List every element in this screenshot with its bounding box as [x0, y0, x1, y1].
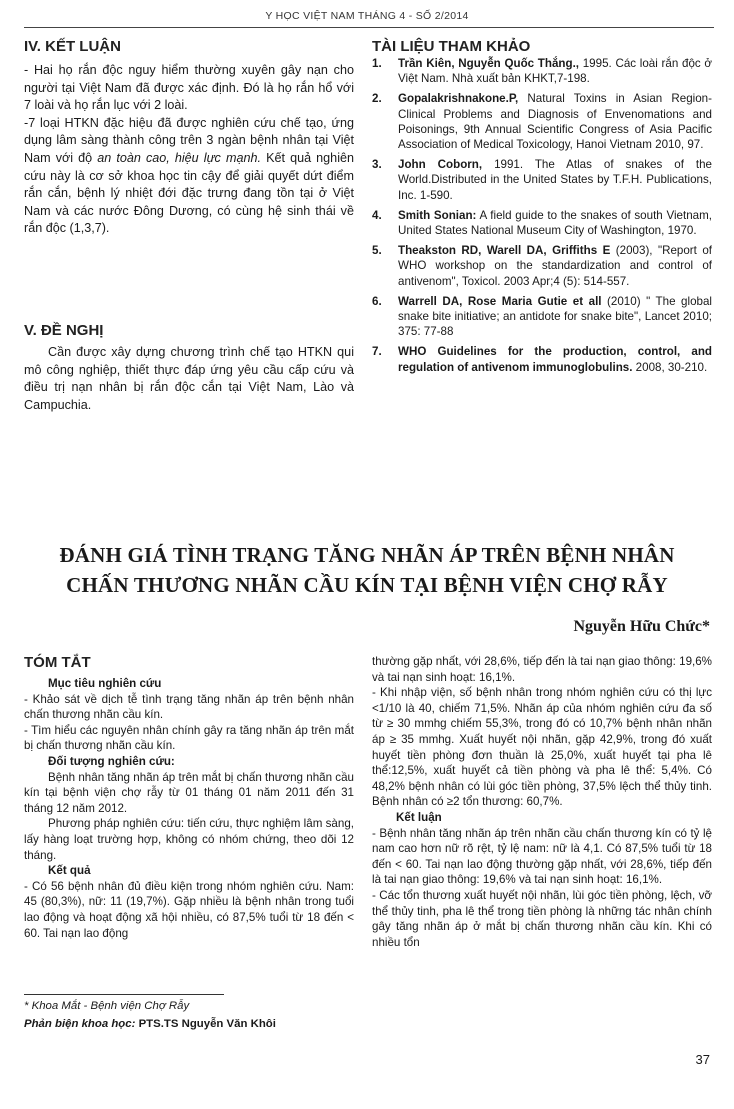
conclusion-heading: IV. KẾT LUẬN [24, 38, 121, 55]
references-heading: TÀI LIỆU THAM KHẢO [372, 38, 531, 55]
running-header: Y HỌC VIỆT NAM THÁNG 4 - SỐ 2/2014 [265, 10, 469, 22]
conclusion-body [24, 62, 354, 238]
reference-item: 1. Trần Kiên, Nguyễn Quốc Thắng., 1995. Các loài rắn độc ở Việt Nam. Nhà xuất bản KHKT,7-198. [372, 57, 713, 86]
conclusion-paragraph-1: - Hai họ rắn độc nguy hiểm thường xuyên gây nạn cho người tại Việt Nam đã được xác định. Đó là họ rắn hổ với 7 loài và họ rắn lục với 2 loài. [24, 63, 354, 113]
objective-1: - Khảo sát về dịch tễ tình trạng tăng nhãn áp trên bệnh nhân chấn thương nhãn cầu kín. [24, 692, 354, 722]
reference-item: 3. John Coborn, 1991. The Atlas of snakes of the World.Distributed in the United States by T.F.H. Publications, Inc. 1-590. [372, 158, 712, 202]
footnote-rule [24, 994, 224, 995]
header-rule [24, 27, 714, 28]
article-title-line-1: ĐÁNH GIÁ TÌNH TRẠNG TĂNG NHÃN ÁP TRÊN BỆNH NHÂN [59, 543, 675, 567]
abstract-left-column [24, 676, 354, 941]
subheading-conclusion: Kết luận [396, 810, 442, 824]
subheading-subjects: Đối tượng nghiên cứu: [48, 754, 175, 768]
reference-item: 4. Smith Sonian: A field guide to the snakes of south Vietnam, United States National Museum City of Washington, 1970. [372, 208, 712, 238]
footnote-affiliation: * Khoa Mắt - Bệnh viện Chợ Rẫy [24, 1000, 190, 1012]
article-title-line-2: CHẤN THƯƠNG NHÃN CẦU KÍN TẠI BỆNH VIỆN CHỢ RẪY [66, 573, 668, 597]
subheading-results: Kết quả [48, 864, 91, 878]
subjects-text: Bệnh nhân tăng nhãn áp trên mắt bị chấn thương nhãn cầu kín tại bệnh viện chợ rẫy từ 01 tháng 01 năm 2011 đến 31 tháng 12 năm 2012. [24, 770, 354, 815]
conclusion-text-2: - Các tổn thương xuất huyết nội nhãn, lùi góc tiền phòng, lệch, vỡ thể thủy tinh, pha lê thể trong tiền phòng là những tác nhân chính gây tăng nhãn áp ở mắt bị chấn thương nhãn cầu kín. Khi có nhiều tổn [372, 888, 712, 949]
objective-2: - Tìm hiểu các nguyên nhân chính gây ra tăng nhãn áp trên mắt bị chấn thương nhãn cầu kín. [24, 723, 354, 753]
reference-item: 5. Theakston RD, Warell DA, Griffiths E (2003), "Report of WHO workshop on the standardization and control of antivenom", Toxicol. 2003 Apr;4 (5): 514-557. [372, 244, 713, 288]
conclusion-paragraph-2: -7 loại HTKN đặc hiệu đã được nghiên cứu chế tạo, ứng dụng lâm sàng thành công trên 3 ngàn bệnh nhân tại Việt Nam với độ an toàn cao, hiệu lực mạnh. Kết quả nghiên cứu này là cơ sở khoa học tin cậy để giải quyết dứt điểm rắn cắn, bệnh lý nhiệt đới đặc trưng đang tồn tại ở Việt Nam và các nước Đông Dương, có cùng hệ sinh thái về rắn độc (1,3,7). [24, 115, 354, 236]
abstract-right-column [372, 654, 712, 950]
conclusion-emphasis: an toàn cao, hiệu lực mạnh. [97, 150, 261, 165]
footnote-reviewer: Phản biện khoa học: PTS.TS Nguyễn Văn Khôi [24, 1018, 276, 1030]
reference-item: 6. Warrell DA, Rose Maria Gutie et all (2010) " The global snake bite initiative; an antidote for snake bite", Lancet 2010; 375: 77-88 [372, 294, 712, 339]
abstract-heading: TÓM TẮT [24, 654, 91, 671]
proposal-paragraph: Cần được xây dựng chương trình chế tạo HTKN qui mô công nghiệp, thiết thực đáp ứng yêu cầu cấp cứu và điều trị nạn nhân bị rắn độc cắn tại Việt Nam, Lào và Campuchia. [24, 345, 354, 412]
reference-list [372, 56, 712, 380]
conclusion-text-1: - Bệnh nhân tăng nhãn áp trên nhãn cầu chấn thương kín có tỷ lệ nam cao hơn nữ rõ rệt, tỷ lệ nam: nữ là 4,1. Có 87,5% tuổi từ 18 đến < 60. Tai nạn lao động thường gặp nhất, với 28,6%, tiếp đến là tai nạn giao thông: 19,6% và tai nạn sinh hoạt: 16,1%. [372, 826, 712, 887]
reference-item: 7. WHO Guidelines for the production, control, and regulation of antivenom immunoglobulins. 2008, 30-210. [372, 345, 712, 374]
article-title [0, 540, 734, 600]
results-text-1: - Có 56 bệnh nhân đủ điều kiện trong nhóm nghiên cứu. Nam: 45 (80,3%), nữ: 11 (19,7%). Gặp nhiều là bệnh nhân trong tuổi lao động và hoạt động xã hội nhiều, có 87,5% tuổi từ 18 đến < 60. Tai nạn lao động [24, 879, 354, 940]
results-text-1-continued: thường gặp nhất, với 28,6%, tiếp đến là tai nạn giao thông: 19,6% và tai nạn sinh hoạt: 16,1%. [372, 655, 712, 684]
article-author: Nguyễn Hữu Chức* [573, 618, 710, 635]
methods-text: Phương pháp nghiên cứu: tiến cứu, thực nghiệm lâm sàng, lấy hàng loạt trường hợp, không có nhóm chứng, theo dõi 12 tháng. [24, 817, 354, 862]
reference-item: 2. Gopalakrishnakone.P, Natural Toxins in Asian Region-Clinical Problems and Diagnosis of Envenomations and Poisonings, 9th Annual Scientific Congress of Asia Pacific Association of Medical Toxicology, Hanoi Vietnam 2010, 97. [372, 92, 712, 152]
proposal-heading: V. ĐỀ NGHỊ [24, 322, 104, 339]
page-number: 37 [695, 1052, 710, 1067]
results-text-2: - Khi nhập viện, số bệnh nhân trong nhóm nghiên cứu có thị lực <1/10 là 40, chiếm 71,5%. Nhãn áp của nhóm nghiên cứu đa số từ ≥ 30 mmhg chiếm 55,3%, trong đó có 10,7% bệnh nhân nhãn áp ≥ 35 mmhg. Xuất huyết nội nhãn, gặp 42,9%, trong đó xuất huyết tiền phòng đơn thuần là 25,0%, xuất huyết tại pha lê thể:12,5%, xuất huyết cả tiền phòng và pha lê thể: 5,4%. Có 48,2% bệnh nhân có lùi góc tiền phòng, 37,5% lệch thể thủy tinh. Bệnh nhân có ≥2 tổn thương: 60,7%. [372, 686, 712, 809]
subheading-objectives: Mục tiêu nghiên cứu [48, 677, 162, 690]
